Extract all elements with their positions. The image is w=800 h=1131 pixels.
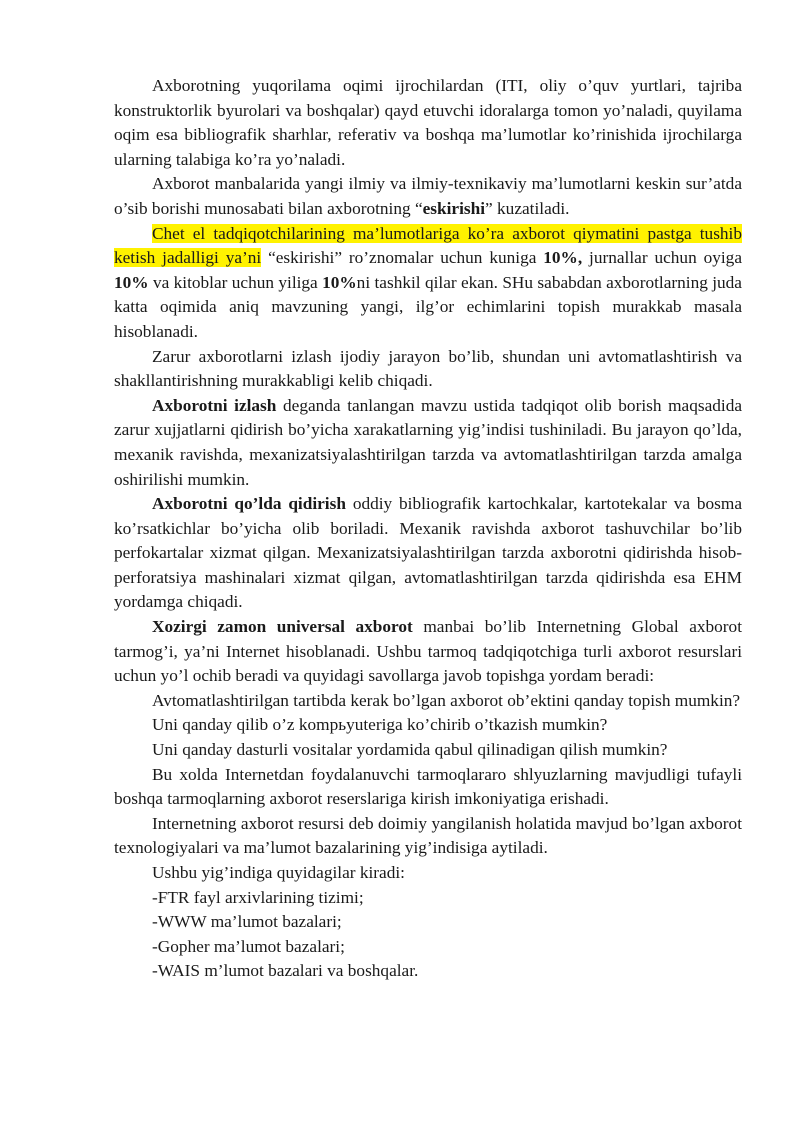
paragraph-upstream-flow: Axborotning yuqorilama oqimi ijrochilardan (ITI, oliy o’quv yurtlari, tajriba konstruktorlik byurolari va boshqalar) qayd etuvchi idoralarga tomon yo’naladi, quyilama oqim esa bibliografik sharhlar, referativ va boshqa ma’lumotlar ko’rinishida ijrochilarga ularning talabiga ko’ra yo’naladi. — [114, 76, 742, 169]
list-item: -Gopher ma’lumot bazalari; — [152, 936, 345, 956]
paragraph-search-creative: Zarur axborotlarni izlash ijodiy jarayon bo’lib, shundan uni avtomatlashtirish va shakllantirishning murakkabligi kelib chiqadi. — [114, 346, 742, 391]
term-universal-source: Xozirgi zamon universal axborot — [152, 617, 413, 637]
paragraph-obsolescence: Axborot manbalarida yangi ilmiy va ilmiy-texnikaviy ma’lumotlarni keskin sur’atda o’sib borishi munosabati bilan axborotning “eskirishi” kuzatiladi. — [114, 174, 742, 218]
question-2: Uni qanday qilib o’z kompьyuteriga ko’chirib o’tkazish mumkin? — [152, 715, 608, 735]
paragraph-information-search: Axborotni izlash deganda tanlangan mavzu ustida tadqiqot olib borish maqsadida zarur xujjatlarni qidirish bo’yicha xarakatlarning yig’indisi tushiniladi. Bu jarayon qo’lda, mexanik ravishda, mexanizatsiyalashtirilgan tarzda va avtomatlashtirilgan tarzda amalga oshirilishi mumkin. — [114, 395, 743, 489]
rate-journals: 10% — [114, 272, 149, 292]
paragraph-manual-search: Axborotni qo’lda qidirish oddiy bibliografik kartochkalar, kartotekalar va bosma ko’rsatkichlar bo’yicha olib boriladi. Mexanik ravishda axborot tashuvchilar bo’lib perfokartalar xizmat qilgan. Mexanizatsiyalashtirilgan tarzda axborotni qidirishda hisob-perforatsiya mashinalari xizmat qilgan, avtomatlashtirilgan tarzda qidirishda esa EHM yordamga chiqadi. — [114, 494, 742, 612]
rate-newspapers: 10%, — [543, 248, 583, 268]
paragraph-gateways: Bu xolda Internetdan foydalanuvchi tarmoqlararo shlyuzlarning mavjudligi tufayli boshqa tarmoqlarning axborot reserslariga kirish imkoniyatiga erishadi. — [114, 764, 742, 809]
paragraph-foreign-research: Chet el tadqiqotchilarining ma’lumotlariga ko’ra axborot qiymatini pastga tushib ketish jadalligi ya’ni “eskirishi” ro’znomalar uchun kuniga 10%, jurnallar uchun oyiga 10% va kitoblar uchun yiliga 10%ni tashkil qilar ekan. SHu sababdan axborotlarning juda katta oqimida aniq mavzuning yangi, ilg’or echimlarini topish murakkab masala hisoblanadi. — [114, 223, 742, 341]
term-axborotni-izlash: Axborotni izlash — [152, 395, 277, 415]
list-item: -FTR fayl arxivlarining tizimi; — [152, 887, 364, 907]
term-manual-search: Axborotni qo’lda qidirish — [152, 494, 346, 514]
document-page — [114, 74, 742, 984]
question-3: Uni qanday dasturli vositalar yordamida qabul qilinadigan qilish mumkin? — [152, 740, 668, 760]
paragraph-list-intro: Ushbu yig’indiga quyidagilar kiradi: — [152, 863, 405, 882]
paragraph-resource-definition: Internetning axborot resursi deb doimiy yangilanish holatida mavjud bo’lgan axborot texnologiyalari va ma’lumot bazalarining yig’indisiga aytiladi. — [114, 813, 742, 858]
rate-books: 10% — [322, 272, 357, 292]
list-item: -WAIS m’lumot bazalari va boshqalar. — [152, 961, 419, 981]
term-eskirishi: eskirishi — [422, 198, 486, 218]
paragraph-internet: Xozirgi zamon universal axborot manbai bo’lib Internetning Global axborot tarmog’i, ya’ni Internet hisoblanadi. Ushbu tarmoq tadqiqotchiga turli axborot resurslari uchun yo’l ochib beradi va quyidagi savollarga javob topishga yordam beradi: — [114, 617, 742, 686]
list-item: -WWW ma’lumot bazalari; — [152, 912, 342, 932]
highlighted-text: Chet el tadqiqotchilarining ma’lumotlariga ko’ra axborot qiymatini pastga tushib ketish jadalligi ya’ni — [114, 223, 742, 268]
question-1: Avtomatlashtirilgan tartibda kerak bo’lgan axborot ob’ektini qanday topish mumkin? — [152, 690, 741, 710]
